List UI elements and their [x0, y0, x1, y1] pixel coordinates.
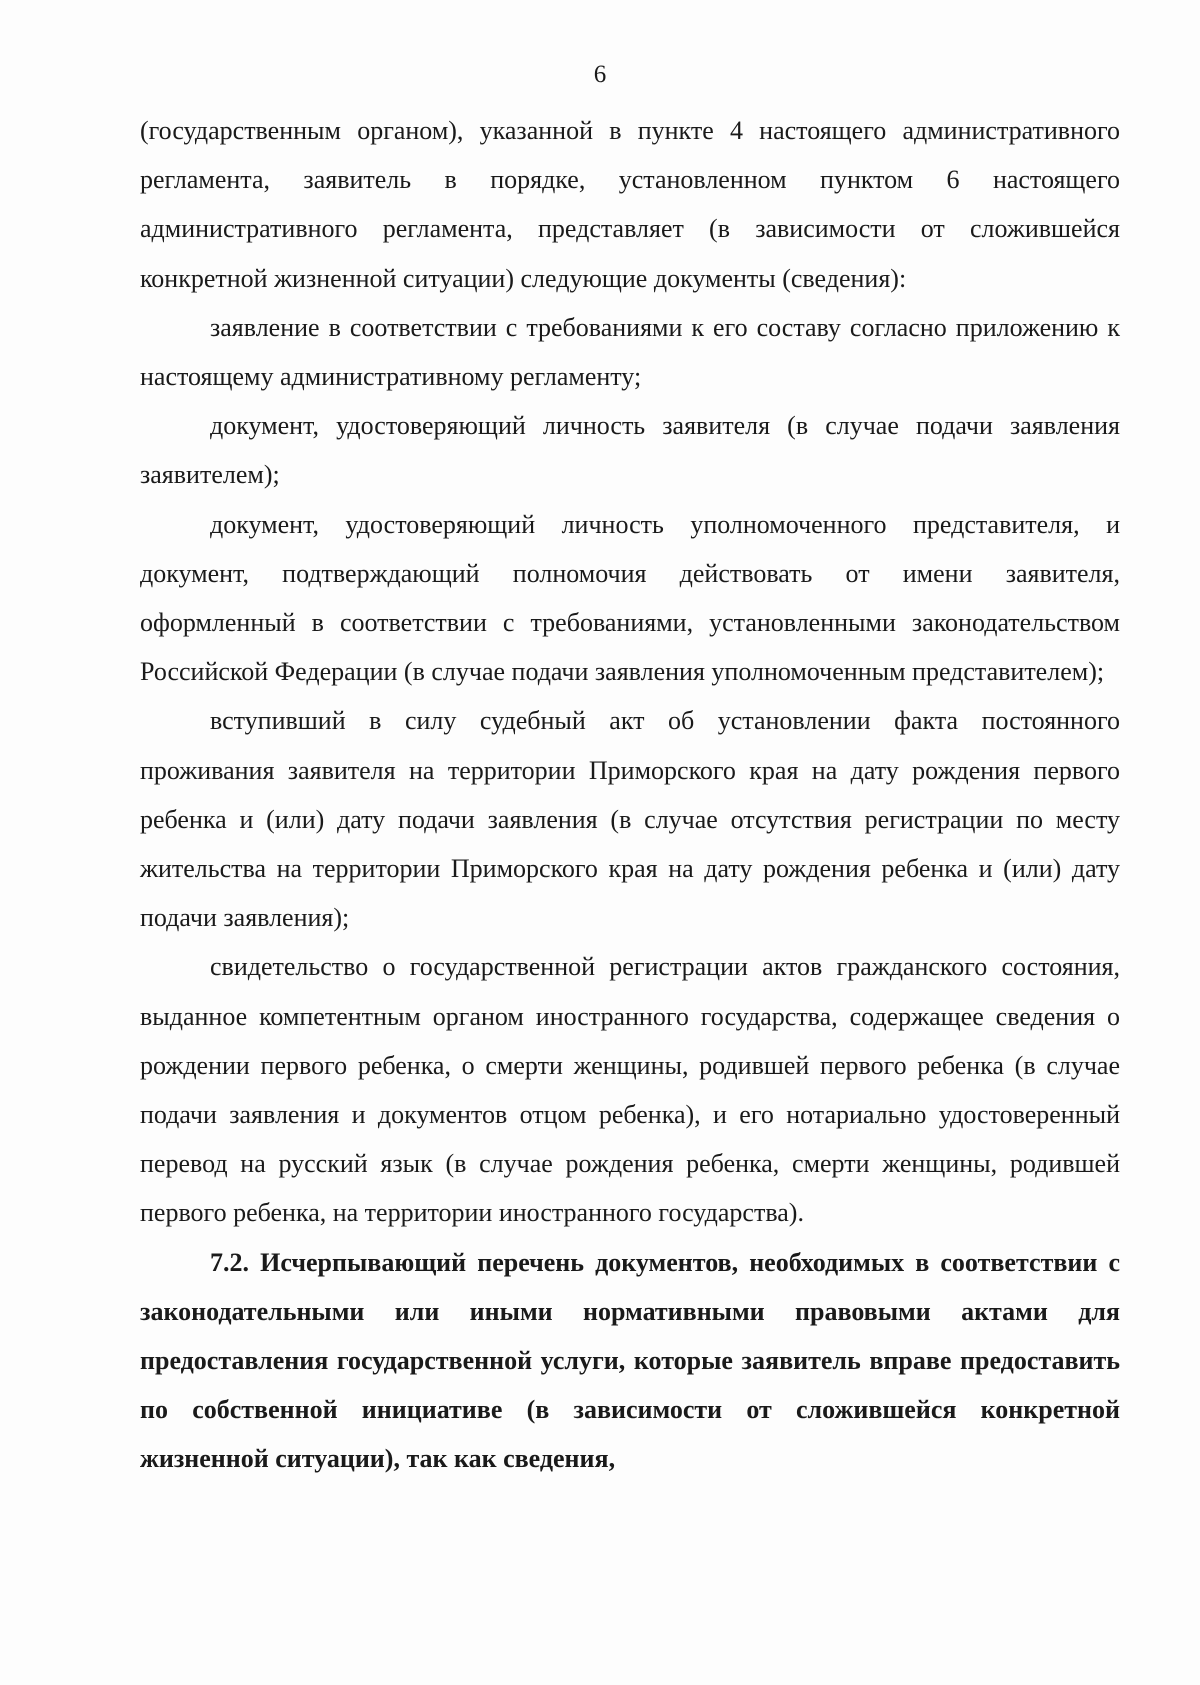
paragraph-application: заявление в соответствии с требованиями к его составу согласно приложению к настоящему административному регламенту; [140, 312, 1120, 392]
page-number: 6 [593, 61, 607, 88]
paragraph-court-act: вступивший в силу судебный акт об установлении факта постоянного проживания заявителя на территории Приморского края на дату рождения первого ребенка и (или) дату подачи заявления (в случае отсутствия регистрации по месту жительства на территории Приморского края на дату рождения ребенка и (или) дату подачи заявления); [140, 706, 1120, 933]
paragraph-identity-document: документ, удостоверяющий личность заявителя (в случае подачи заявления заявителем); [140, 411, 1120, 490]
paragraph-section-7-2: 7.2. Исчерпывающий перечень документов, необходимых в соответствии с законодательными или иными нормативными правовыми актами для предоставления государственной услуги, которые заявитель вправе предоставить по собственной инициативе (в зависимости от сложившейся конкретной жизненной ситуации), так как сведения, [140, 1247, 1120, 1474]
document-body [140, 106, 1120, 1484]
paragraph-certificate: свидетельство о государственной регистрации актов гражданского состояния, выданное компетентным органом иностранного государства, содержащее сведения о рождении первого ребенка, о смерти женщины, родившей первого ребенка (в случае подачи заявления и документов отцом ребенка), и его нотариально удостоверенный перевод на русский язык (в случае рождения ребенка, смерти женщины, родившей первого ребенка, на территории иностранного государства). [140, 952, 1120, 1228]
paragraph-intro: (государственным органом), указанной в пункте 4 настоящего административного регламента, заявитель в порядке, установленном пунктом 6 настоящего административного регламента, представляет (в зависимости от сложившейся конкретной жизненной ситуации) следующие документы (сведения): [140, 116, 1120, 293]
paragraph-representative-document: документ, удостоверяющий личность уполномоченного представителя, и документ, подтверждающий полномочия действовать от имени заявителя, оформленный в соответствии с требованиями, установленными законодательством Российской Федерации (в случае подачи заявления уполномоченным представителем); [140, 509, 1120, 687]
